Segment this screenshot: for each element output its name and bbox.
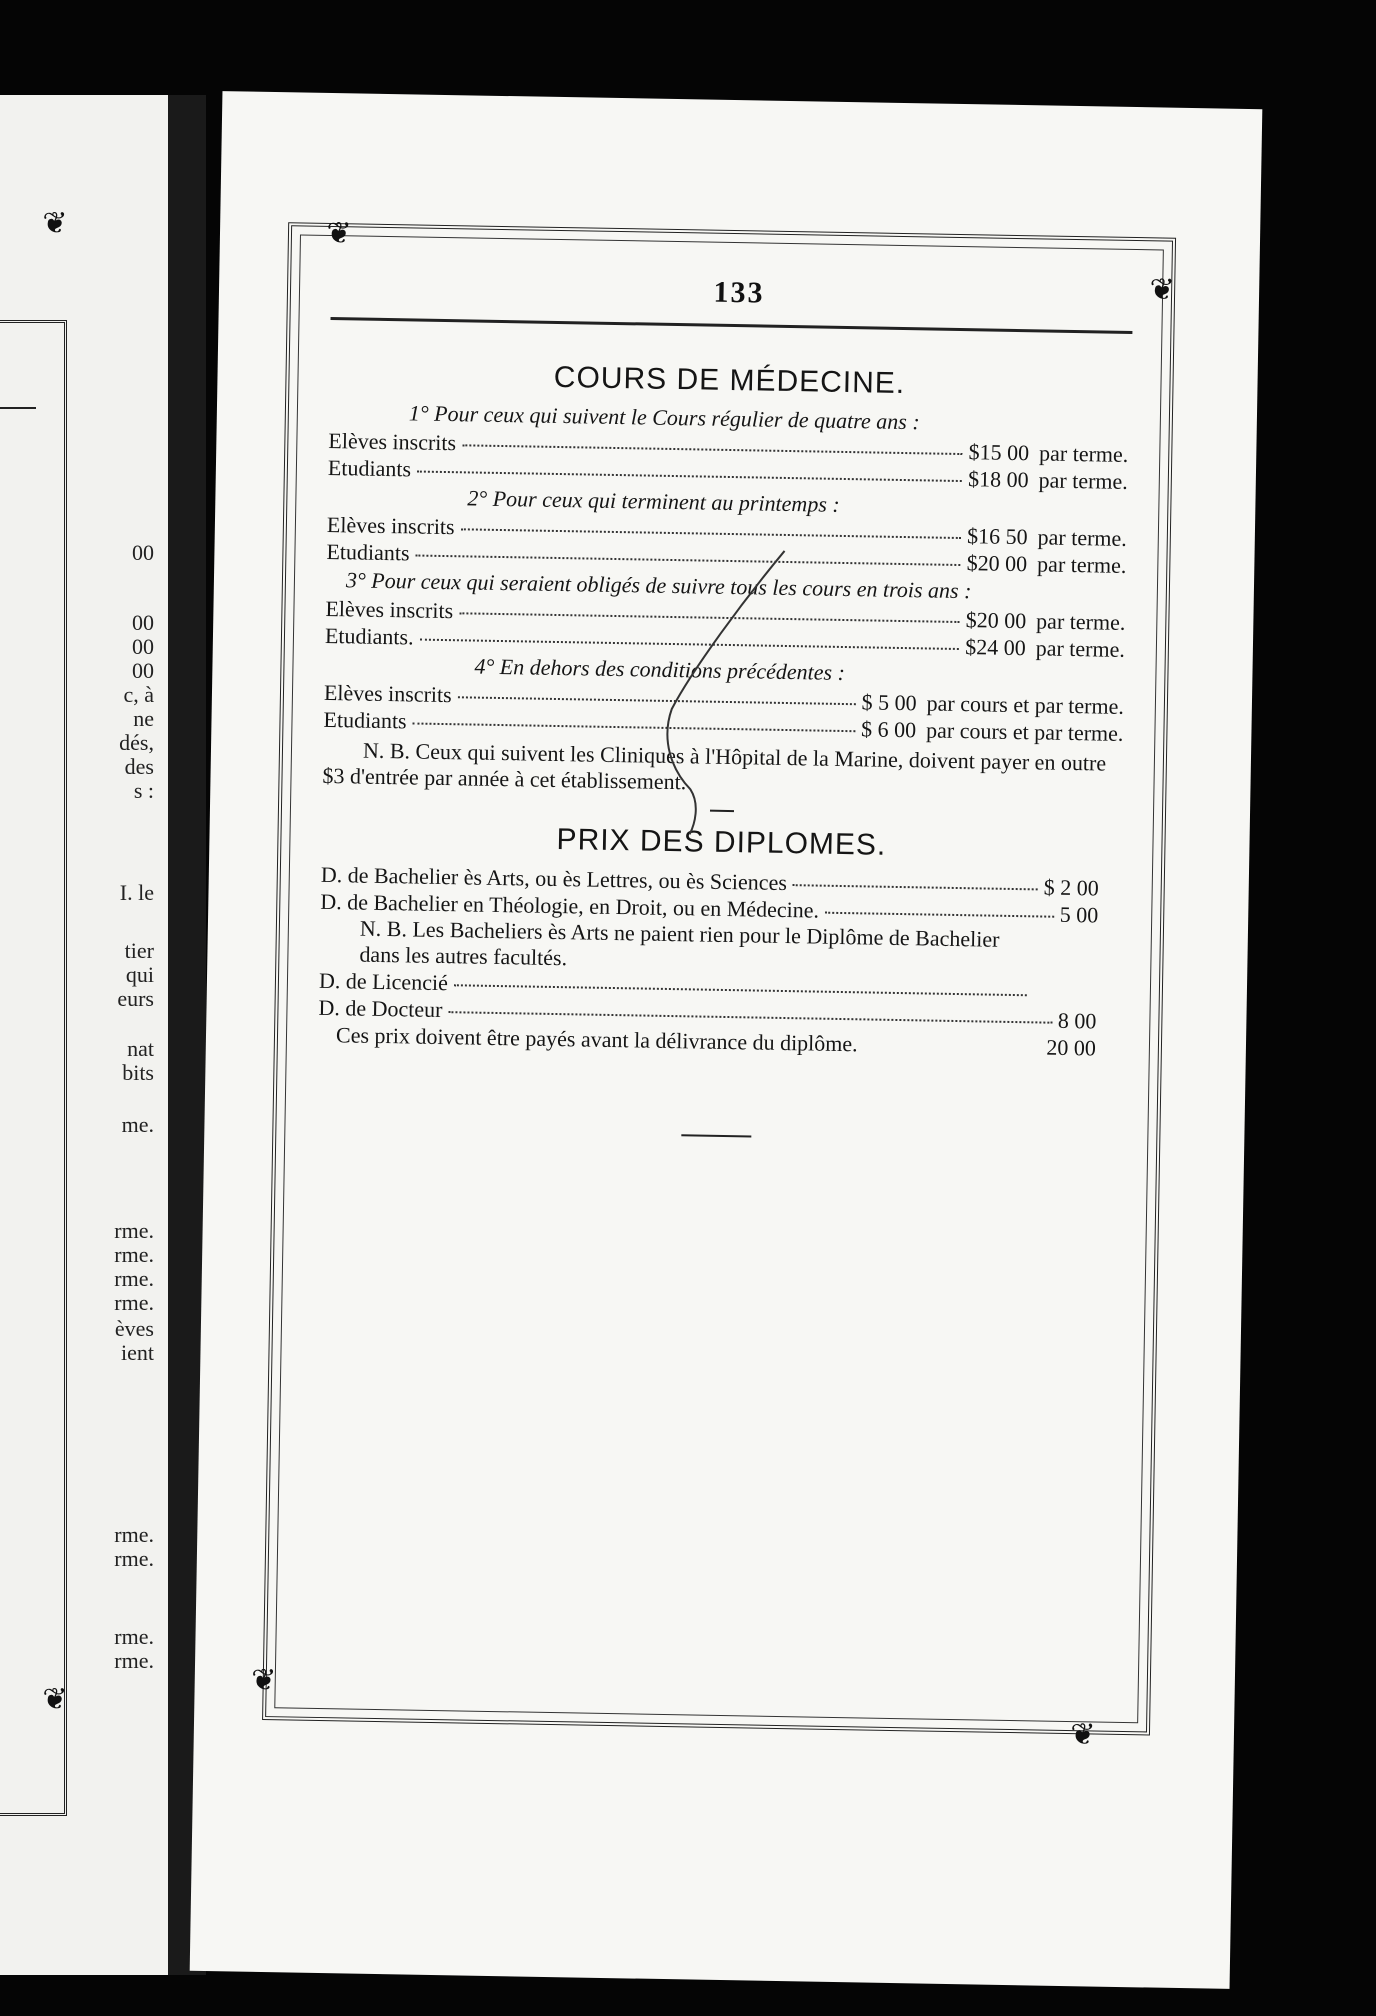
fee-label: Etudiants [323, 706, 407, 734]
fee-label: Etudiants. [324, 622, 414, 650]
cours-note: N. B. Ceux qui suivent les Cliniques à l'Hôpital de la Marine, doivent payer en outre $3 d'entrée par année à cet établissement. [322, 737, 1107, 795]
leader-dots [461, 528, 962, 539]
fee-price: $15 00 [968, 439, 1030, 466]
previous-page-rule [0, 407, 36, 409]
diplome-price: 5 00 [1059, 901, 1099, 928]
previous-page-text-fragment: s : [133, 778, 154, 803]
previous-page-text-fragment: 00 [132, 658, 154, 683]
leader-dots [864, 1045, 1041, 1050]
fee-price: $20 00 [966, 550, 1028, 577]
diplome-label: D. de Bachelier en Théologie, en Droit, ou en Médecine. [320, 888, 820, 923]
fee-unit: par terme. [1035, 635, 1126, 662]
extra-price: 20 00 [1046, 1034, 1097, 1061]
fee-unit: par terme. [1036, 551, 1127, 578]
fee-label: Elèves inscrits [326, 511, 455, 540]
previous-page-text-fragment: ient [121, 1340, 154, 1365]
previous-page-text-fragment: rme. [114, 1648, 154, 1673]
diplome-price: 8 00 [1057, 1007, 1097, 1034]
fee-price: $ 6 00 [860, 716, 917, 743]
corner-ornament-icon: ❦ [250, 1663, 277, 1698]
previous-page-text-fragment: 00 [132, 540, 154, 565]
previous-page-text-fragment: bits [122, 1060, 154, 1085]
diplome-price: $ 2 00 [1043, 874, 1099, 901]
corner-ornament-icon: ❦ [1149, 273, 1176, 307]
previous-page-text-fragment: eurs [117, 986, 154, 1011]
previous-page-text-fragment: rme. [114, 1624, 154, 1649]
corner-ornament-icon: ❦ [1070, 1718, 1096, 1752]
section-2 [326, 483, 1127, 579]
leader-dots [417, 471, 962, 483]
fee-label: Elèves inscrits [323, 679, 452, 708]
previous-page-text-fragment: èves [114, 1316, 154, 1341]
diplome-label: D. de Licencié [318, 967, 449, 996]
previous-page-text-fragment: 00 [132, 610, 154, 635]
previous-page-text-fragment: rme. [114, 1266, 154, 1291]
previous-page-text-fragment: nat [127, 1036, 154, 1061]
leader-dots [793, 884, 1038, 890]
previous-page-text-fragment: rme. [114, 1218, 154, 1243]
prix-title: PRIX DES DIPLOMES. [556, 823, 887, 862]
previous-page-text-fragment: 00 [132, 634, 154, 659]
page-133 [190, 91, 1263, 1989]
fee-price: $16 50 [966, 523, 1028, 550]
previous-page-text-fragment: ne [133, 706, 154, 731]
fee-unit: par terme. [1038, 440, 1129, 467]
corner-ornament-icon: ❦ [42, 1683, 68, 1716]
fee-unit: par terme. [1035, 608, 1126, 635]
previous-page-text-fragment: rme. [114, 1290, 154, 1315]
section-3 [325, 567, 1126, 663]
fee-label: Etudiants [326, 538, 410, 566]
section-4 [323, 651, 1124, 747]
diplome-label: D. de Docteur [318, 994, 443, 1023]
leader-dots [416, 555, 961, 567]
leader-dots [413, 722, 856, 732]
fee-unit: par terme. [1038, 467, 1129, 494]
section-1 [328, 399, 1129, 495]
diplome-note: N. B. Les Bacheliers ès Arts ne paient rien pour le Diplôme de Bachelier dans les autres facultés. [359, 915, 1000, 971]
closing-text: Ces prix doivent être payés avant la délivrance du diplôme. [335, 1022, 858, 1057]
fee-price: $24 00 [965, 634, 1026, 661]
fee-unit: par cours et par terme. [926, 690, 1125, 719]
leader-dots [448, 1011, 1051, 1024]
fee-price: $20 00 [965, 607, 1027, 634]
previous-page-text-fragment: rme. [114, 1546, 154, 1571]
fee-price: $ 5 00 [861, 689, 917, 716]
corner-ornament-icon: ❦ [326, 216, 352, 251]
leader-dots [420, 639, 960, 650]
section-heading: 3° Pour ceux qui seraient obligés de suivre tous les cours en trois ans : [345, 567, 972, 604]
leader-dots [459, 612, 960, 623]
page-number: 133 [713, 275, 765, 310]
previous-page-text-fragment: tier [124, 938, 154, 963]
previous-page-text-fragment: des [124, 754, 154, 779]
previous-page-text-fragment: rme. [114, 1522, 154, 1547]
fee-label: Elèves inscrits [325, 595, 454, 624]
page-content [316, 343, 1130, 1144]
section-heading: 4° En dehors des conditions précédentes : [474, 653, 846, 686]
fee-unit: par terme. [1037, 524, 1128, 551]
leader-dots [454, 984, 1027, 996]
previous-page-text-fragment: qui [125, 962, 154, 987]
previous-page-text-fragment: dés, [119, 730, 154, 755]
leader-dots [458, 696, 856, 705]
section-heading: 2° Pour ceux qui terminent au printemps : [467, 485, 840, 517]
previous-page-text-fragment: rme. [114, 1242, 154, 1267]
leader-dots [462, 444, 963, 455]
leader-dots [825, 912, 1054, 918]
fee-label: Etudiants [327, 454, 412, 482]
fee-unit: par cours et par terme. [925, 717, 1124, 746]
previous-page-strip [0, 95, 168, 1975]
previous-page-text-fragment: me. [121, 1112, 154, 1137]
fee-price: $18 00 [967, 466, 1029, 493]
cours-title: COURS DE MÉDECINE. [553, 360, 906, 401]
previous-page-text-fragment: c, à [123, 682, 154, 707]
diplome-label: D. de Bachelier ès Arts, ou ès Lettres, ou ès Sciences [320, 861, 788, 896]
previous-page-text-fragment: I. le [119, 880, 154, 905]
corner-ornament-icon: ❦ [42, 207, 68, 240]
section-heading: 1° Pour ceux qui suivent le Cours régulier de quatre ans : [408, 400, 920, 435]
fee-label: Elèves inscrits [328, 427, 457, 456]
section-divider [710, 810, 734, 812]
